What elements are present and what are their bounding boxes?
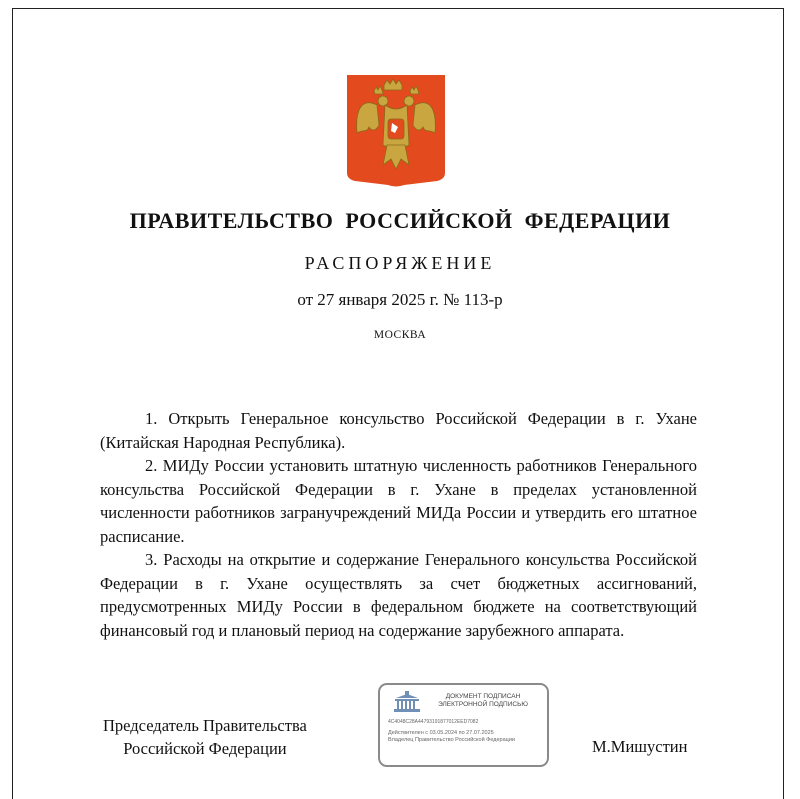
- document-date-number: от 27 января 2025 г. № 113-р: [297, 290, 503, 309]
- stamp-title: [424, 693, 542, 709]
- government-building-icon: [392, 691, 422, 713]
- signer-position-line1: Председатель Правительства: [103, 716, 307, 735]
- document-body: [100, 407, 697, 642]
- stamp-title-line1: ДОКУМЕНТ ПОДПИСАН: [445, 693, 521, 700]
- paragraph-2: 2. МИДу России установить штатную численность работников Генерального консульства Российской Федерации в г. Ухане в пределах установленной численности работников загранучреждений МИДа России и утвердить его штатное расписание.: [100, 456, 697, 546]
- stamp-validity-dates: Действителен с 03.05.2024 по 27.07.2025: [388, 730, 494, 736]
- signer-position: [103, 714, 307, 760]
- paragraph-3: 3. Расходы на открытие и содержание Генерального консульства Российской Федерации в г. Ухане осуществлять за счет бюджетных ассигнований, предусмотренных МИДу России в федеральном бюджете на соответствующий финансовый год и плановый период на содержание зарубежного аппарата.: [100, 550, 697, 640]
- issuer-title: ПРАВИТЕЛЬСТВО РОССИЙСКОЙ ФЕДЕРАЦИИ: [129, 208, 671, 233]
- document-city: МОСКВА: [373, 329, 427, 341]
- stamp-owner: Владелец Правительство Российской Федерации: [388, 737, 515, 743]
- stamp-certificate-number: 4C4048C28A44793191877012EED7082: [388, 719, 479, 725]
- electronic-signature-stamp: [378, 683, 549, 767]
- signer-name: М.Мишустин: [592, 737, 688, 756]
- stamp-title-line2: ЭЛЕКТРОННОЙ ПОДПИСЬЮ: [438, 701, 528, 708]
- signer-position-line2: Российской Федерации: [123, 739, 287, 758]
- stamp-validity: [388, 730, 515, 744]
- document-type: РАСПОРЯЖЕНИЕ: [304, 253, 496, 273]
- paragraph-1: 1. Открыть Генеральное консульство Российской Федерации в г. Ухане (Китайская Народная Республика).: [100, 409, 697, 452]
- coat-of-arms-icon: [347, 75, 445, 188]
